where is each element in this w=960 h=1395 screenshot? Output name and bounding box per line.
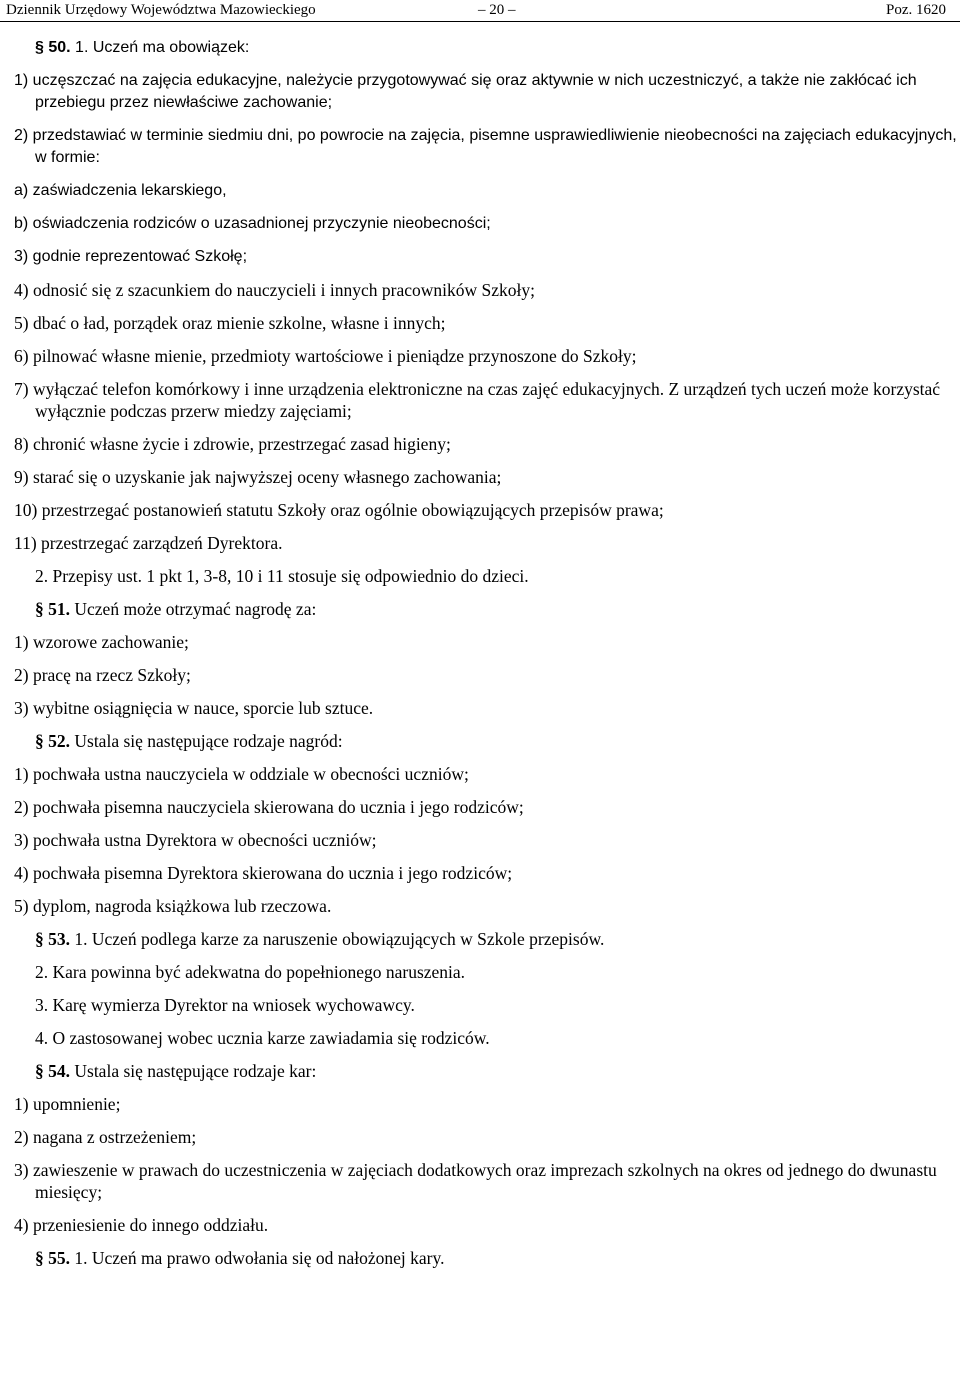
s52-item-5: 5) dyplom, nagroda książkowa lub rzeczowa. — [14, 896, 332, 916]
s50-item-1: 1) uczęszczać na zajęcia edukacyjne, należycie przygotowywać się oraz aktywnie w nich uczestniczyć, a także nie zakłócać ich przebiegu przez niewłaściwe zachowanie; — [14, 72, 917, 111]
section-52-intro: Ustala się następujące rodzaje nagród: — [74, 731, 343, 751]
page-header — [0, 0, 960, 22]
journal-title: Dziennik Urzędowy Województwa Mazowieckiego — [6, 2, 316, 18]
position-number: Poz. 1620 — [886, 2, 946, 18]
section-51-intro: Uczeń może otrzymać nagrodę za: — [74, 599, 317, 619]
s50-point-2: 2. Przepisy ust. 1 pkt 1, 3-8, 10 i 11 stosuje się odpowiednio do dzieci. — [35, 566, 529, 586]
page-number: – 20 – — [478, 2, 516, 18]
s50-item-2a: a) zaświadczenia lekarskiego, — [14, 182, 227, 199]
section-52-heading — [14, 730, 958, 752]
s51-item-3: 3) wybitne osiągnięcia w nauce, sporcie lub sztuce. — [14, 698, 374, 718]
section-53-heading — [14, 928, 958, 950]
s51-item-1: 1) wzorowe zachowanie; — [14, 632, 189, 652]
section-52-mark: § 52. — [35, 731, 70, 751]
s50-item-6: 6) pilnować własne mienie, przedmioty wartościowe i pieniądze przynoszone do Szkoły; — [14, 346, 637, 366]
s50-item-7: 7) wyłączać telefon komórkowy i inne urządzenia elektroniczne na czas zajęć edukacyjnych. Z urządzeń tych uczeń może korzystać wyłącznie podczas przerw miedzy zajęciami; — [14, 379, 941, 421]
section-54-intro: Ustala się następujące rodzaje kar: — [74, 1061, 317, 1081]
section-54-heading — [14, 1060, 958, 1082]
document-body — [14, 37, 958, 1269]
header-divider — [0, 21, 960, 22]
section-55-mark: § 55. — [35, 1248, 70, 1268]
s52-item-2: 2) pochwała pisemna nauczyciela skierowana do ucznia i jego rodziców; — [14, 797, 524, 817]
section-55-intro: 1. Uczeń ma prawo odwołania się od nałożonej kary. — [74, 1248, 445, 1268]
s54-item-4: 4) przeniesienie do innego oddziału. — [14, 1215, 269, 1235]
section-50-mark: § 50. — [35, 39, 71, 56]
s50-item-8: 8) chronić własne życie i zdrowie, przestrzegać zasad higieny; — [14, 434, 451, 454]
s54-item-2: 2) nagana z ostrzeżeniem; — [14, 1127, 197, 1147]
s50-item-4: 4) odnosić się z szacunkiem do nauczycieli i innych pracowników Szkoły; — [14, 280, 535, 300]
s50-item-2: 2) przedstawiać w terminie siedmiu dni, po powrocie na zajęcia, pisemne usprawiedliwienie nieobecności na zajęciach edukacyjnych, w formie: — [14, 127, 957, 166]
section-51-mark: § 51. — [35, 599, 70, 619]
section-50-heading — [14, 37, 958, 59]
s51-item-2: 2) pracę na rzecz Szkoły; — [14, 665, 191, 685]
s50-item-10: 10) przestrzegać postanowień statutu Szkoły oraz ogólnie obowiązujących przepisów prawa; — [14, 500, 664, 520]
s52-item-3: 3) pochwała ustna Dyrektora w obecności uczniów; — [14, 830, 377, 850]
s53-point-2: 2. Kara powinna być adekwatna do popełnionego naruszenia. — [35, 962, 466, 982]
section-51-heading — [14, 598, 958, 620]
s50-item-5: 5) dbać o ład, porządek oraz mienie szkolne, własne i innych; — [14, 313, 446, 333]
section-53-mark: § 53. — [35, 929, 70, 949]
s52-item-1: 1) pochwała ustna nauczyciela w oddziale w obecności uczniów; — [14, 764, 469, 784]
section-55-heading — [14, 1247, 958, 1269]
section-53-intro: 1. Uczeń podlega karze za naruszenie obowiązujących w Szkole przepisów. — [74, 929, 605, 949]
s54-item-1: 1) upomnienie; — [14, 1094, 121, 1114]
s50-item-9: 9) starać się o uzyskanie jak najwyższej oceny własnego zachowania; — [14, 467, 502, 487]
s53-point-4: 4. O zastosowanej wobec ucznia karze zawiadamia się rodziców. — [35, 1028, 490, 1048]
s54-item-3: 3) zawieszenie w prawach do uczestniczenia w zajęciach dodatkowych oraz imprezach szkolnych na okres od jednego do dwunastu miesięcy; — [14, 1160, 937, 1202]
s53-point-3: 3. Karę wymierza Dyrektor na wniosek wychowawcy. — [35, 995, 415, 1015]
s50-item-11: 11) przestrzegać zarządzeń Dyrektora. — [14, 533, 283, 553]
s50-item-2b: b) oświadczenia rodziców o uzasadnionej przyczynie nieobecności; — [14, 215, 491, 232]
section-54-mark: § 54. — [35, 1061, 70, 1081]
s52-item-4: 4) pochwała pisemna Dyrektora skierowana do ucznia i jego rodziców; — [14, 863, 513, 883]
section-50-intro: 1. Uczeń ma obowiązek: — [75, 39, 250, 56]
s50-item-3: 3) godnie reprezentować Szkołę; — [14, 248, 248, 265]
